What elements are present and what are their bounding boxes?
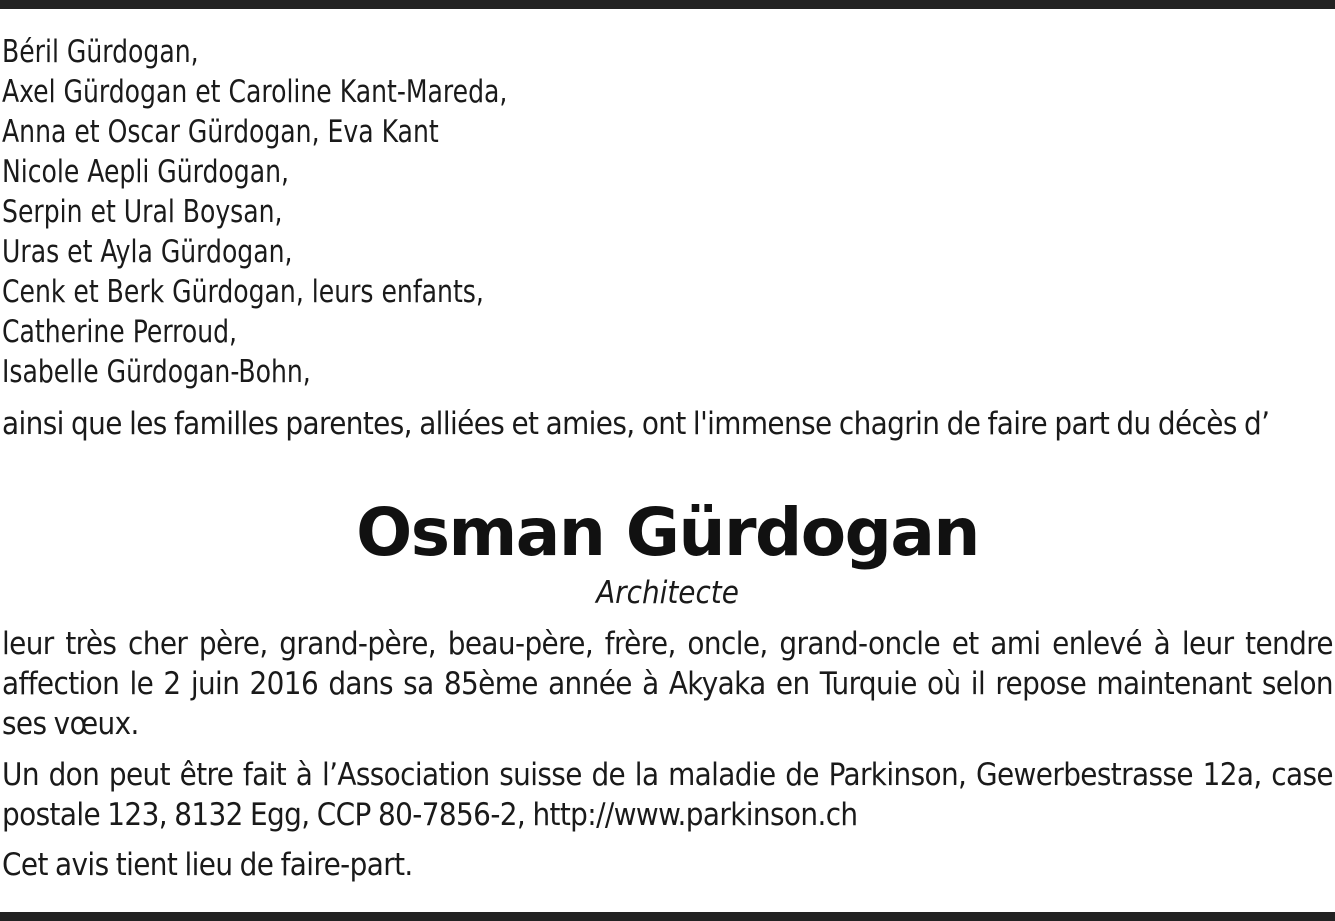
announcement-intro: ainsi que les familles parentes, alliées et amies, ont l'immense chagrin de faire part du décès d’ xyxy=(2,406,1270,442)
deceased-name: Osman Gürdogan xyxy=(356,494,979,571)
top-border-rule xyxy=(0,0,1335,9)
deceased-profession: Architecte xyxy=(596,575,739,611)
family-member-line: Béril Gürdogan, xyxy=(2,34,199,70)
family-member-line: Axel Gürdogan et Caroline Kant-Mareda, xyxy=(2,74,508,110)
family-member-line: Nicole Aepli Gürdogan, xyxy=(2,154,289,190)
donation-paragraph: Un don peut être fait à l’Association suisse de la maladie de Parkinson, Gewerbestrasse 12a, case postale 123, 8132 Egg, CCP 80-7856-2, http://www.parkinson.ch xyxy=(2,757,1333,833)
family-member-line: Anna et Oscar Gürdogan, Eva Kant xyxy=(2,114,439,150)
family-members-list xyxy=(2,32,507,392)
family-member-line: Catherine Perroud, xyxy=(2,314,238,350)
family-member-line: Cenk et Berk Gürdogan, leurs enfants, xyxy=(2,274,484,310)
tribute-paragraph: leur très cher père, grand-père, beau-père, frère, oncle, grand-oncle et ami enlevé à leur tendre affection le 2 juin 2016 dans sa 85ème année à Akyaka en Turquie où il repose maintenant selon ses vœux. xyxy=(2,626,1333,742)
family-member-line: Uras et Ayla Gürdogan, xyxy=(2,234,293,270)
family-member-line: Serpin et Ural Boysan, xyxy=(2,194,283,230)
bottom-border-rule xyxy=(0,912,1335,921)
family-member-line: Isabelle Gürdogan-Bohn, xyxy=(2,354,311,390)
closing-notice: Cet avis tient lieu de faire-part. xyxy=(2,847,413,883)
